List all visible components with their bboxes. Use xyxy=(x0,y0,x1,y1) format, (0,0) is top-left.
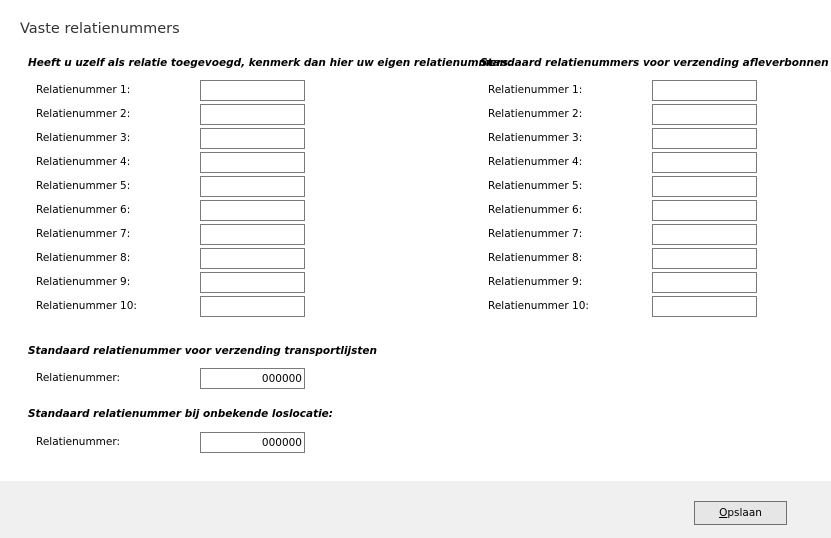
delivery-relation-row xyxy=(488,128,758,149)
own-relation-input-3[interactable] xyxy=(200,128,305,149)
save-button-accelerator: O xyxy=(719,507,728,519)
own-relation-row xyxy=(36,104,306,125)
transport-row xyxy=(36,368,306,389)
delivery-relation-row xyxy=(488,104,758,125)
own-numbers-heading: Heeft u uzelf als relatie toegevoegd, kenmerk dan hier uw eigen relatienummers: xyxy=(28,57,513,69)
own-relation-input-10[interactable] xyxy=(200,296,305,317)
own-relation-input-9[interactable] xyxy=(200,272,305,293)
own-relation-input-1[interactable] xyxy=(200,80,305,101)
own-relation-row xyxy=(36,200,306,221)
transport-label: Relatienummer: xyxy=(36,372,121,384)
delivery-relation-label: Relatienummer 6: xyxy=(488,204,583,216)
own-relation-label: Relatienummer 8: xyxy=(36,252,131,264)
own-relation-row xyxy=(36,176,306,197)
delivery-relation-label: Relatienummer 1: xyxy=(488,84,583,96)
delivery-relation-row xyxy=(488,272,758,293)
delivery-relation-input-7[interactable] xyxy=(652,224,757,245)
delivery-relation-row xyxy=(488,176,758,197)
transport-heading: Standaard relatienummer voor verzending transportlijsten xyxy=(28,345,378,357)
delivery-relation-label: Relatienummer 8: xyxy=(488,252,583,264)
own-relation-label: Relatienummer 3: xyxy=(36,132,131,144)
own-relation-label: Relatienummer 10: xyxy=(36,300,137,312)
own-relation-label: Relatienummer 2: xyxy=(36,108,131,120)
delivery-relation-input-1[interactable] xyxy=(652,80,757,101)
delivery-relation-input-2[interactable] xyxy=(652,104,757,125)
own-relation-label: Relatienummer 4: xyxy=(36,156,131,168)
own-relation-row xyxy=(36,248,306,269)
delivery-relation-label: Relatienummer 5: xyxy=(488,180,583,192)
own-relation-label: Relatienummer 9: xyxy=(36,276,131,288)
delivery-relation-input-6[interactable] xyxy=(652,200,757,221)
save-button[interactable] xyxy=(694,501,787,525)
own-relation-label: Relatienummer 7: xyxy=(36,228,131,240)
own-relation-row xyxy=(36,224,306,245)
delivery-relation-input-4[interactable] xyxy=(652,152,757,173)
own-relation-input-4[interactable] xyxy=(200,152,305,173)
delivery-relation-input-3[interactable] xyxy=(652,128,757,149)
delivery-relation-row xyxy=(488,80,758,101)
delivery-relation-label: Relatienummer 3: xyxy=(488,132,583,144)
delivery-relation-label: Relatienummer 2: xyxy=(488,108,583,120)
own-relation-row xyxy=(36,80,306,101)
own-relation-row xyxy=(36,272,306,293)
unknown-location-relation-input[interactable] xyxy=(200,432,305,453)
unknown-location-label: Relatienummer: xyxy=(36,436,121,448)
own-relation-input-2[interactable] xyxy=(200,104,305,125)
own-relation-row xyxy=(36,296,306,317)
delivery-relation-row xyxy=(488,248,758,269)
delivery-relation-label: Relatienummer 9: xyxy=(488,276,583,288)
delivery-relation-label: Relatienummer 10: xyxy=(488,300,589,312)
delivery-relation-row xyxy=(488,224,758,245)
delivery-relation-row xyxy=(488,296,758,317)
delivery-numbers-heading: Standaard relatienummers voor verzending afleverbonnen xyxy=(480,57,829,69)
delivery-relation-input-10[interactable] xyxy=(652,296,757,317)
own-relation-input-8[interactable] xyxy=(200,248,305,269)
delivery-relation-input-5[interactable] xyxy=(652,176,757,197)
save-button-label: pslaan xyxy=(727,507,762,519)
own-relation-input-5[interactable] xyxy=(200,176,305,197)
own-relation-label: Relatienummer 5: xyxy=(36,180,131,192)
own-relation-row xyxy=(36,128,306,149)
delivery-relation-label: Relatienummer 7: xyxy=(488,228,583,240)
delivery-relation-row xyxy=(488,152,758,173)
delivery-relation-label: Relatienummer 4: xyxy=(488,156,583,168)
own-relation-input-6[interactable] xyxy=(200,200,305,221)
own-relation-label: Relatienummer 1: xyxy=(36,84,131,96)
own-relation-label: Relatienummer 6: xyxy=(36,204,131,216)
delivery-relation-input-8[interactable] xyxy=(652,248,757,269)
unknown-location-heading: Standaard relatienummer bij onbekende loslocatie: xyxy=(28,408,334,420)
transport-relation-input[interactable] xyxy=(200,368,305,389)
delivery-relation-row xyxy=(488,200,758,221)
unknown-location-row xyxy=(36,432,306,453)
own-relation-row xyxy=(36,152,306,173)
page-title: Vaste relatienummers xyxy=(20,21,180,37)
own-relation-input-7[interactable] xyxy=(200,224,305,245)
delivery-relation-input-9[interactable] xyxy=(652,272,757,293)
